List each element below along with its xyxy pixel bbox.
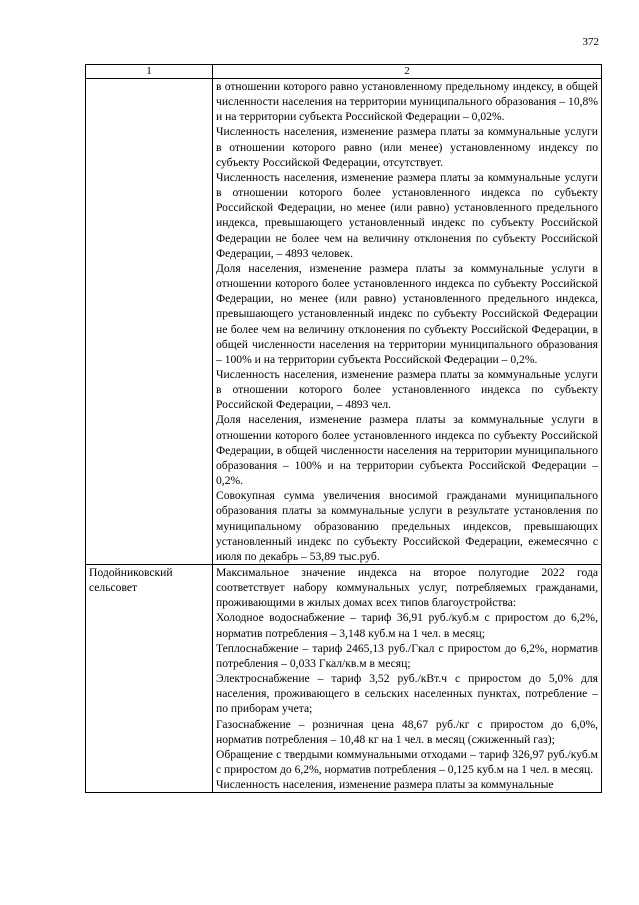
paragraph: Максимальное значение индекса на второе полугодие 2022 года соответствует набору коммунальных услуг, потребляемых гражданами, проживающими в жилых домах всех типов благоустройства: <box>216 566 598 610</box>
paragraph: Доля населения, изменение размера платы за коммунальные услуги в отношении которого более установленного индекса по субъекту Российской Федерации, в общей численности населения на территории муниципального образования – 100% и на территории субъекта Российской Федерации – 0,2%. <box>216 413 598 488</box>
data-table <box>85 64 602 793</box>
description-cell <box>213 565 602 793</box>
paragraph: Доля населения, изменение размера платы за коммунальные услуги в отношении которого более установленного индекса по субъекту Российской Федерации, но менее (или равно) установленного предельного индекса, превышающего установленный индекс по субъекту Российской Федерации не более чем на величину отклонения по субъекту Российской Федерации, в общей численности населения на территории муниципального образования – 100% и на территории субъекта Российской Федерации – 0,2%. <box>216 261 598 366</box>
paragraph: Газоснабжение – розничная цена 48,67 руб./кг с приростом до 6,0%, норматив потребления – 10,48 кг на 1 чел. в месяц (сжиженный газ); <box>216 717 598 746</box>
paragraph: Электроснабжение – тариф 3,52 руб./кВт.ч с приростом до 5,0% для населения, проживающего в сельских населенных пунктах, потребление – по приборам учета; <box>216 672 598 716</box>
header-col-2: 2 <box>213 65 602 79</box>
paragraph: Совокупная сумма увеличения вносимой гражданами муниципального образования платы за коммунальные услуги в результате установления по муниципальному образованию предельных индексов, превышающих установленный индекс по субъекту Российской Федерации, ежемесячно с июля по декабрь – 53,89 тыс.руб. <box>216 489 598 563</box>
paragraph: Численность населения, изменение размера платы за коммунальные услуги в отношении которого более установленного индекса по субъекту Российской Федерации, но менее (или равно) установленного предельного индекса, превышающего установленный индекс по субъекту Российской Федерации не более чем на величину отклонения по субъекту Российской Федерации, – 4893 человек. <box>216 170 598 260</box>
paragraph: Обращение с твердыми коммунальными отходами – тариф 326,97 руб./куб.м с приростом до 6,2%, норматив потребления – 0,125 куб.м на 1 чел. в месяц. <box>216 747 598 777</box>
paragraph: Численность населения, изменение размера платы за коммунальные услуги в отношении которого равно (или менее) установленному индексу по субъекту Российской Федерации, отсутствует. <box>216 125 598 169</box>
header-col-1: 1 <box>86 65 213 79</box>
region-cell <box>86 79 213 565</box>
paragraph: Теплоснабжение – тариф 2465,13 руб./Гкал с приростом до 6,2%, норматив потребления – 0,033 Гкал/кв.м в месяц; <box>216 641 598 670</box>
description-cell <box>213 79 602 565</box>
region-cell <box>86 565 213 793</box>
table-row <box>86 79 602 565</box>
paragraph: Численность населения, изменение размера платы за коммунальные <box>216 778 554 792</box>
table-header-row <box>86 65 602 79</box>
paragraph: Численность населения, изменение размера платы за коммунальные услуги в отношении которого более установленного индекса по субъекту Российской Федерации, – 4893 чел. <box>216 367 598 412</box>
paragraph: в отношении которого равно установленному предельному индексу, в общей численности населения на территории муниципального образования – 10,8% и на территории субъекта Российской Федерации – 0,02%. <box>216 80 598 124</box>
page-number: 372 <box>582 36 599 48</box>
table-row <box>86 565 602 793</box>
paragraph: Холодное водоснабжение – тариф 36,91 руб./куб.м с приростом до 6,2%, норматив потребления – 3,148 куб.м на 1 чел. в месяц; <box>216 611 598 640</box>
region-name-line-1: Подойниковский <box>89 566 173 579</box>
region-name-line-2: сельсовет <box>89 581 138 595</box>
